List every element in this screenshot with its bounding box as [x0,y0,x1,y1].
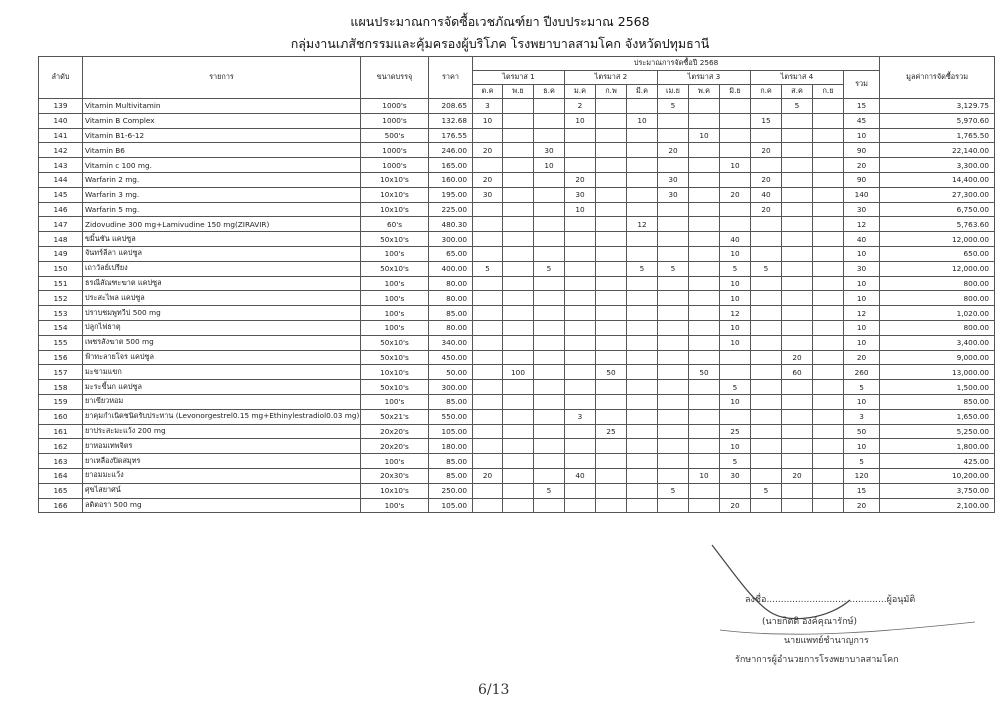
row-value: 2,100.00 [880,498,995,513]
item-name: เพชรสังฆาต 500 mg [83,335,361,350]
month-quantity: 5 [782,99,813,114]
month-header: ก.พ [596,85,627,99]
pack-size: 10x10's [361,187,429,202]
quarter-header: ไตรมาส 4 [751,71,844,85]
month-quantity: 2 [565,99,596,114]
pack-size: 20x20's [361,439,429,454]
month-quantity: 10 [534,158,565,173]
row-sum: 10 [844,291,880,306]
row-sum: 10 [844,128,880,143]
row-value: 425.00 [880,454,995,469]
pack-size: 10x10's [361,483,429,498]
month-quantity: 5 [473,261,503,276]
month-quantity: 30 [473,187,503,202]
row-number: 157 [39,365,83,380]
month-header: พ.ย [503,85,534,99]
month-quantity: 10 [627,113,658,128]
pack-size: 50x10's [361,232,429,247]
month-quantity: 5 [534,261,565,276]
row-value: 5,763.60 [880,217,995,232]
month-header: ก.ย [813,85,844,99]
month-quantity: 50 [689,365,720,380]
pack-size: 100's [361,276,429,291]
pack-size: 1000's [361,99,429,114]
month-quantity: 20 [473,468,503,483]
row-sum: 3 [844,409,880,424]
month-quantity: 5 [658,483,689,498]
row-value: 800.00 [880,276,995,291]
row-sum: 5 [844,454,880,469]
row-number: 153 [39,306,83,321]
row-sum: 40 [844,232,880,247]
sign-label: ลงชื่อ [745,595,767,605]
quarter-header: ไตรมาส 1 [473,71,565,85]
unit-price: 160.00 [429,172,473,187]
month-header: พ.ค [689,85,720,99]
unit-price: 195.00 [429,187,473,202]
month-quantity: 10 [720,158,751,173]
row-value: 12,000.00 [880,261,995,276]
item-name: จันทร์ลีลา แคปซูล [83,246,361,261]
row-value: 1,020.00 [880,306,995,321]
row-value: 9,000.00 [880,350,995,365]
month-quantity: 20 [751,202,782,217]
month-quantity: 40 [720,232,751,247]
row-number: 158 [39,380,83,395]
unit-price: 250.00 [429,483,473,498]
row-value: 27,300.00 [880,187,995,202]
page-number: 6/13 [478,682,510,698]
row-sum: 20 [844,158,880,173]
col-price-header: ราคา [429,57,473,99]
month-quantity: 10 [720,246,751,261]
row-number: 146 [39,202,83,217]
unit-price: 50.00 [429,365,473,380]
col-no-header: ลำดับ [39,57,83,99]
unit-price: 180.00 [429,439,473,454]
month-quantity: 10 [720,291,751,306]
pack-size: 100's [361,291,429,306]
row-number: 155 [39,335,83,350]
row-sum: 260 [844,365,880,380]
month-quantity: 5 [751,261,782,276]
month-quantity: 20 [751,172,782,187]
unit-price: 246.00 [429,143,473,158]
row-value: 12,000.00 [880,232,995,247]
row-number: 142 [39,143,83,158]
row-value: 6,750.00 [880,202,995,217]
unit-price: 480.30 [429,217,473,232]
row-sum: 12 [844,306,880,321]
row-number: 147 [39,217,83,232]
month-quantity: 5 [534,483,565,498]
item-name: ประสะไพล แคปซูล [83,291,361,306]
month-quantity: 10 [720,335,751,350]
row-value: 1,650.00 [880,409,995,424]
item-name: ปราบชมพูทวีป 500 mg [83,306,361,321]
pack-size: 50x10's [361,350,429,365]
unit-price: 300.00 [429,380,473,395]
row-value: 3,400.00 [880,335,995,350]
row-number: 144 [39,172,83,187]
pack-size: 50x21's [361,409,429,424]
month-quantity: 5 [720,261,751,276]
month-quantity: 5 [658,99,689,114]
month-quantity: 20 [782,468,813,483]
row-sum: 20 [844,350,880,365]
row-value: 650.00 [880,246,995,261]
col-name-header: รายการ [83,57,361,99]
signer-name: (นายกิตติ องค์คุณารักษ์) [762,617,857,627]
item-name: เถาวัลย์เปรียง [83,261,361,276]
unit-price: 85.00 [429,306,473,321]
month-quantity: 5 [720,380,751,395]
month-quantity: 10 [720,320,751,335]
unit-price: 85.00 [429,394,473,409]
pack-size: 60's [361,217,429,232]
pack-size: 1000's [361,158,429,173]
row-number: 143 [39,158,83,173]
unit-price: 80.00 [429,320,473,335]
row-value: 850.00 [880,394,995,409]
signature-scribble [712,545,850,619]
pack-size: 50x10's [361,261,429,276]
row-sum: 140 [844,187,880,202]
unit-price: 165.00 [429,158,473,173]
month-quantity: 10 [720,394,751,409]
sign-role: ผู้อนุมัติ [886,595,916,605]
pack-size: 1000's [361,113,429,128]
month-quantity: 25 [720,424,751,439]
row-value: 13,000.00 [880,365,995,380]
item-name: ศุขไสยาศน์ [83,483,361,498]
item-name: ยาเหลืองปิดสมุทร [83,454,361,469]
pack-size: 20x20's [361,424,429,439]
month-header: มี.ค [627,85,658,99]
item-name: ยาหอมเทพจิตร [83,439,361,454]
row-value: 3,750.00 [880,483,995,498]
row-value: 1,765.50 [880,128,995,143]
item-name: Vitamin B Complex [83,113,361,128]
row-number: 152 [39,291,83,306]
unit-price: 105.00 [429,424,473,439]
unit-price: 300.00 [429,232,473,247]
row-value: 800.00 [880,291,995,306]
unit-price: 550.00 [429,409,473,424]
item-name: ยาเขียวหอม [83,394,361,409]
month-quantity: 60 [782,365,813,380]
unit-price: 105.00 [429,498,473,513]
month-quantity: 20 [658,143,689,158]
month-quantity: 5 [658,261,689,276]
row-number: 145 [39,187,83,202]
row-number: 149 [39,246,83,261]
item-name: Warfarin 3 mg. [83,187,361,202]
month-quantity: 10 [689,468,720,483]
row-number: 160 [39,409,83,424]
pack-size: 100's [361,306,429,321]
row-number: 163 [39,454,83,469]
month-quantity: 50 [596,365,627,380]
row-sum: 50 [844,424,880,439]
item-name: Warfarin 2 mg. [83,172,361,187]
month-quantity: 30 [565,187,596,202]
row-sum: 30 [844,202,880,217]
quarter-header: ไตรมาส 2 [565,71,658,85]
row-value: 3,129.75 [880,99,995,114]
row-sum: 12 [844,217,880,232]
row-number: 140 [39,113,83,128]
item-name: Vitamin Multivitamin [83,99,361,114]
pack-size: 10x10's [361,172,429,187]
pack-size: 100's [361,246,429,261]
pack-size: 100's [361,320,429,335]
month-quantity: 20 [782,350,813,365]
month-header: ส.ค [782,85,813,99]
row-number: 156 [39,350,83,365]
month-header: มิ.ย [720,85,751,99]
unit-price: 80.00 [429,276,473,291]
pack-size: 50x10's [361,380,429,395]
item-name: ปลูกไฟธาตุ [83,320,361,335]
unit-price: 85.00 [429,468,473,483]
month-quantity: 20 [720,187,751,202]
month-quantity: 10 [720,439,751,454]
item-name: ยาประสะมะแว้ง 200 mg [83,424,361,439]
month-quantity: 12 [627,217,658,232]
signer-position: นายแพทย์ชำนาญการ [784,636,869,646]
unit-price: 400.00 [429,261,473,276]
row-value: 800.00 [880,320,995,335]
month-header: ก.ค [751,85,782,99]
signature-line [745,592,915,606]
item-name: ลดิตอรา 500 mg [83,498,361,513]
row-sum: 10 [844,394,880,409]
month-quantity: 30 [534,143,565,158]
plan-header: ประมาณการจัดซื้อปี 2568 [473,57,880,71]
row-number: 139 [39,99,83,114]
item-name: ฟ้าทะลายโจร แคปซูล [83,350,361,365]
row-number: 141 [39,128,83,143]
month-header: เม.ย [658,85,689,99]
pack-size: 20x30's [361,468,429,483]
month-quantity: 10 [565,113,596,128]
pack-size: 10x10's [361,365,429,380]
col-sum-header: รวม [844,71,880,99]
item-name: Warfarin 5 mg. [83,202,361,217]
row-sum: 20 [844,498,880,513]
unit-price: 176.55 [429,128,473,143]
item-name: Vitamin B6 [83,143,361,158]
row-value: 5,250.00 [880,424,995,439]
pack-size: 1000's [361,143,429,158]
month-quantity: 10 [565,202,596,217]
quarter-header: ไตรมาส 3 [658,71,751,85]
month-quantity: 5 [627,261,658,276]
month-quantity: 10 [689,128,720,143]
pack-size: 10x10's [361,202,429,217]
item-name: ยาอมมะแว้ง [83,468,361,483]
month-quantity: 100 [503,365,534,380]
item-name: ยาคุมกำเนิดชนิดรับประทาน (Levonorgestrel0.15 mg+Ethinylestradiol0.03 mg) [83,409,361,424]
row-number: 151 [39,276,83,291]
month-quantity: 25 [596,424,627,439]
row-value: 5,970.60 [880,113,995,128]
col-value-header: มูลค่าการจัดซื้อรวม [880,57,995,99]
row-sum: 10 [844,276,880,291]
month-quantity: 20 [720,498,751,513]
month-quantity: 3 [473,99,503,114]
month-quantity: 15 [751,113,782,128]
row-sum: 15 [844,99,880,114]
row-sum: 10 [844,320,880,335]
row-number: 159 [39,394,83,409]
row-value: 3,300.00 [880,158,995,173]
row-sum: 45 [844,113,880,128]
row-value: 10,200.00 [880,468,995,483]
month-header: ต.ค [473,85,503,99]
month-quantity: 30 [658,172,689,187]
item-name: Vitamin c 100 mg. [83,158,361,173]
row-sum: 90 [844,172,880,187]
signer-acting-role: รักษาการผู้อำนวยการโรงพยาบาลสามโคก [735,655,899,665]
row-number: 164 [39,468,83,483]
row-number: 154 [39,320,83,335]
sign-dots: .......................................... [766,595,887,605]
unit-price: 208.65 [429,99,473,114]
row-value: 1,800.00 [880,439,995,454]
month-header: ม.ค [565,85,596,99]
item-name: มะขามแขก [83,365,361,380]
month-quantity: 20 [565,172,596,187]
item-name: มะระขี้นก แคปซูล [83,380,361,395]
item-name: ธรณีสัณฑะฆาต แคปซูล [83,276,361,291]
row-sum: 30 [844,261,880,276]
col-pack-header: ขนาดบรรจุ [361,57,429,99]
month-quantity: 20 [473,172,503,187]
document-title: แผนประมาณการจัดซื้อเวชภัณฑ์ยา ปีงบประมาณ 2568 [350,14,650,29]
month-quantity: 20 [751,143,782,158]
item-name: ขมิ้นชัน แคปซูล [83,232,361,247]
month-quantity: 12 [720,306,751,321]
row-value: 14,400.00 [880,172,995,187]
document-subtitle: กลุ่มงานเภสัชกรรมและคุ้มครองผู้บริโภค โรงพยาบาลสามโคก จังหวัดปทุมธานี [290,36,710,51]
unit-price: 225.00 [429,202,473,217]
row-sum: 10 [844,439,880,454]
item-name: Zidovudine 300 mg+Lamivudine 150 mg(ZIRAVIR) [83,217,361,232]
row-number: 166 [39,498,83,513]
row-number: 161 [39,424,83,439]
row-number: 148 [39,232,83,247]
month-quantity: 10 [720,276,751,291]
month-quantity: 30 [658,187,689,202]
month-quantity: 20 [473,143,503,158]
row-sum: 120 [844,468,880,483]
unit-price: 132.68 [429,113,473,128]
month-quantity: 3 [565,409,596,424]
row-number: 165 [39,483,83,498]
row-value: 1,500.00 [880,380,995,395]
pack-size: 100's [361,498,429,513]
pack-size: 100's [361,454,429,469]
unit-price: 65.00 [429,246,473,261]
month-quantity: 30 [720,468,751,483]
pack-size: 500's [361,128,429,143]
month-quantity: 5 [720,454,751,469]
row-sum: 15 [844,483,880,498]
unit-price: 85.00 [429,454,473,469]
month-quantity: 10 [473,113,503,128]
unit-price: 450.00 [429,350,473,365]
month-header: ธ.ค [534,85,565,99]
unit-price: 80.00 [429,291,473,306]
row-value: 22,140.00 [880,143,995,158]
row-sum: 10 [844,335,880,350]
month-quantity: 40 [565,468,596,483]
row-number: 162 [39,439,83,454]
row-sum: 10 [844,246,880,261]
item-name: Vitamin B1-6-12 [83,128,361,143]
unit-price: 340.00 [429,335,473,350]
row-number: 150 [39,261,83,276]
row-sum: 90 [844,143,880,158]
row-sum: 5 [844,380,880,395]
pack-size: 100's [361,394,429,409]
month-quantity: 40 [751,187,782,202]
pack-size: 50x10's [361,335,429,350]
month-quantity: 5 [751,483,782,498]
